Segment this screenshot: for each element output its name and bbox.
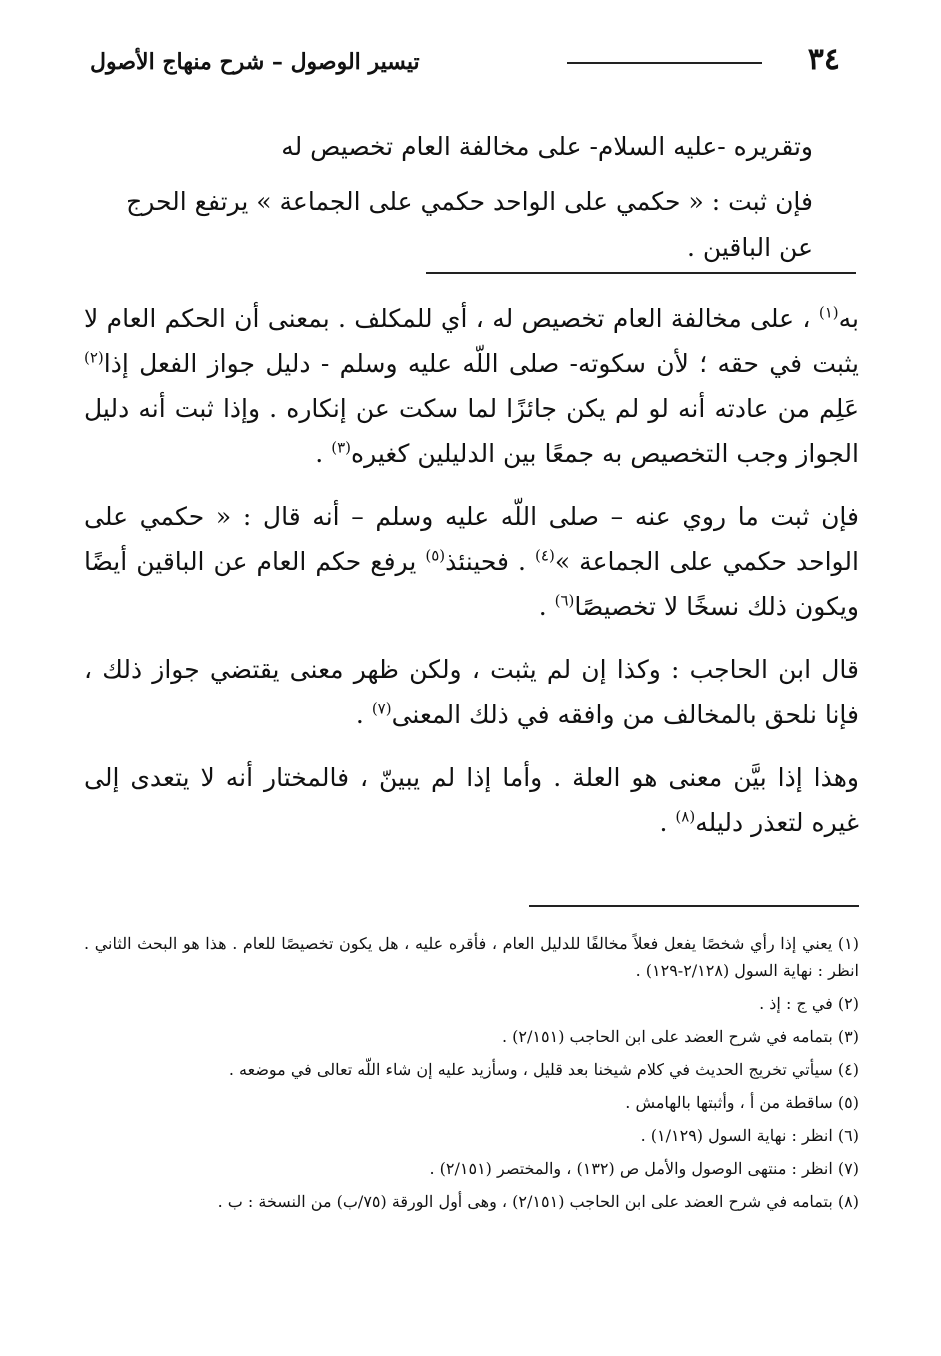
footnote-2: (٢) في ج : إذ . bbox=[759, 994, 859, 1013]
commentary-paragraph-2 bbox=[84, 494, 859, 629]
page-number: ٣٤ bbox=[807, 42, 840, 77]
footnote-ref-8: (٨) bbox=[675, 807, 696, 826]
footnote-ref-7: (٧) bbox=[371, 699, 392, 718]
text-run: . bbox=[538, 592, 555, 621]
matn-line-1: وتقريره -عليه السلام- على مخالفة العام تخصيص له bbox=[281, 132, 813, 161]
footnote-1: (١) يعني إذا رأي شخصًا يفعل فعلاً مخالفًا للدليل العام ، فأقره عليه ، هل يكون تخصيصًا للعام . هذا هو البحث الثاني . انظر : نهاية السول (٢/١٢٨-١٢٩) . bbox=[84, 934, 859, 980]
footnote-separator-rule bbox=[529, 905, 859, 907]
footnote-8: (٨) بتمامه في شرح العضد على ابن الحاجب (٢/١٥١) ، وهى أول الورقة (٧٥/ب) من النسخة : ب . bbox=[217, 1192, 859, 1211]
footnote-ref-3: (٣) bbox=[331, 438, 351, 457]
footnote-ref-2: (٢) bbox=[84, 348, 104, 367]
text-run: . bbox=[659, 808, 676, 837]
running-title: تيسير الوصول – شرح منهاج الأصول bbox=[90, 49, 420, 75]
footnote-4: (٤) سيأتي تخريج الحديث في كلام شيخنا بعد قليل ، وسأزيد عليه إن شاء اللّه تعالى في موضعه . bbox=[228, 1060, 859, 1079]
text-run: عَلِم من عادته أنه لو لم يكن جائزًا لما سكت عن إنكاره . وإذا ثبت أنه دليل الجواز وجب التخصيص به جمعًا بين الدليلين كغيره bbox=[84, 394, 859, 468]
text-run: وهذا إذا بيَّن معنى هو العلة . وأما إذا لم يبينّ ، فالمختار أنه لا يتعدى إلى غيره لتعذر دليله bbox=[84, 763, 859, 837]
text-run: ، على مخالفة العام تخصيص له ، أي للمكلف . بمعنى أن الحكم العام لا يثبت في حقه ؛ لأن سكوته- صلى اللّه عليه وسلم - دليل جواز الفعل إذا bbox=[84, 304, 859, 378]
commentary-paragraph-3 bbox=[84, 647, 859, 737]
text-run: يرفع حكم العام عن الباقين أيضًا ويكون ذلك نسخًا لا تخصيصًا bbox=[84, 547, 859, 621]
footnote-7: (٧) انظر : منتهى الوصول والأمل ص (١٣٢) ، والمختصر (٢/١٥١) . bbox=[429, 1159, 859, 1178]
footnote-ref-5: (٥) bbox=[425, 546, 446, 565]
footnote-ref-1: (١) bbox=[818, 303, 839, 322]
footnote-5: (٥) ساقطة من أ ، وأثبتها بالهامش . bbox=[625, 1093, 859, 1112]
page-header bbox=[90, 40, 840, 84]
matn-line-2: فإن ثبت : « حكمي على الواحد حكمي على الجماعة » يرتفع الحرج عن الباقين . bbox=[126, 187, 813, 262]
text-run: . bbox=[355, 700, 372, 729]
footnote-ref-6: (٦) bbox=[554, 591, 575, 610]
commentary-paragraph-4 bbox=[84, 755, 859, 845]
matn-text bbox=[93, 125, 813, 281]
commentary-text bbox=[84, 296, 859, 863]
text-run: فإن ثبت ما روي عنه – صلى اللّه عليه وسلم – أنه قال : « حكمي على الواحد حكمي على الجماعة » bbox=[84, 502, 859, 576]
text-run: قال ابن الحاجب : وكذا إن لم يثبت ، ولكن ظهر معنى يقتضي جواز ذلك ، فإنا نلحق بالمخالف من وافقه في ذلك المعنى bbox=[84, 655, 859, 729]
footnote-6: (٦) انظر : نهاية السول (١/١٢٩) . bbox=[640, 1126, 859, 1145]
text-run: . فحينئذ bbox=[445, 547, 536, 576]
matn-separator-rule bbox=[426, 272, 856, 274]
commentary-paragraph-1 bbox=[84, 296, 859, 476]
footnote-3: (٣) بتمامه في شرح العضد على ابن الحاجب (٢/١٥١) . bbox=[502, 1027, 859, 1046]
footnote-ref-4: (٤) bbox=[535, 546, 555, 565]
text-run: به bbox=[838, 304, 859, 333]
footnotes bbox=[84, 930, 859, 1221]
text-run: . bbox=[315, 439, 332, 468]
header-rule bbox=[567, 62, 762, 64]
